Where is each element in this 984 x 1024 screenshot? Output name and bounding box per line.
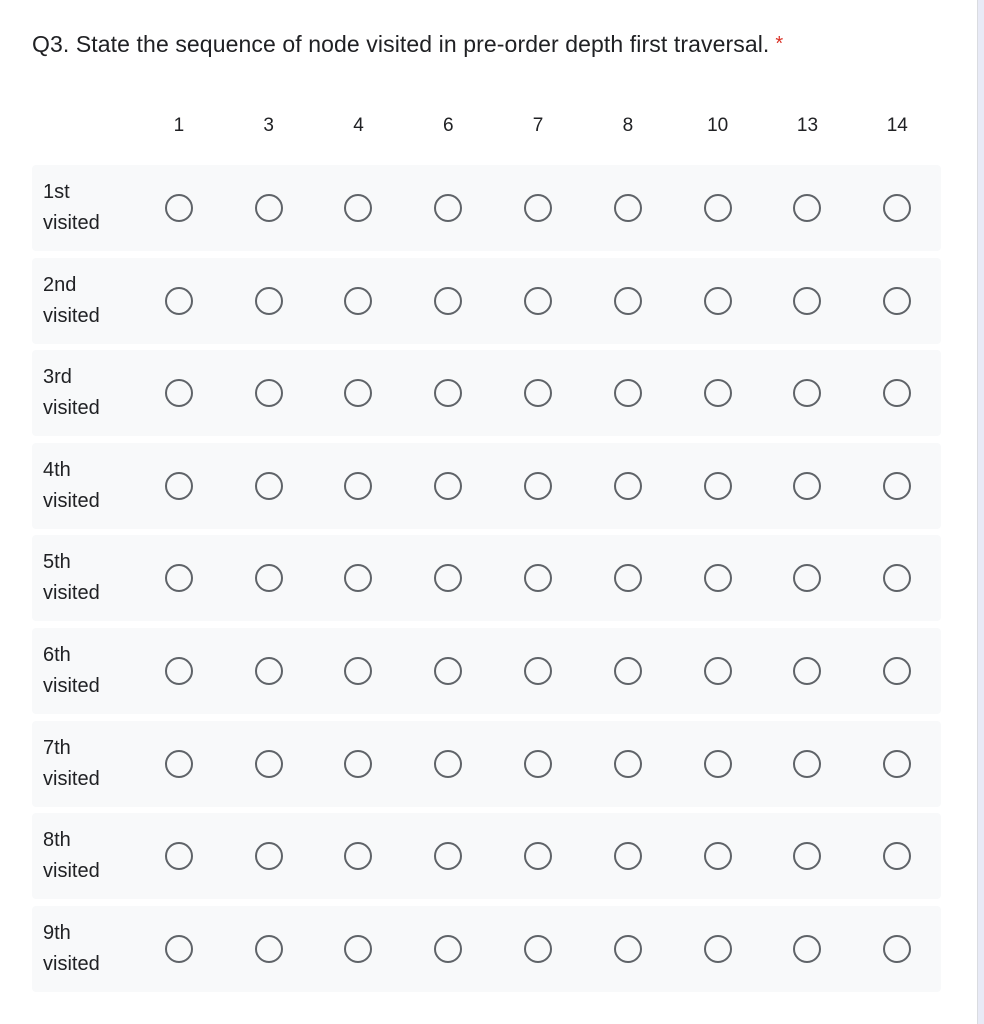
grid-cell	[673, 535, 763, 621]
radio-button[interactable]	[883, 935, 911, 963]
grid-cell	[763, 628, 853, 714]
grid-cell	[224, 443, 314, 529]
grid-cell	[403, 813, 493, 899]
grid-cell	[224, 906, 314, 992]
grid-cell	[493, 721, 583, 807]
grid-cell	[583, 906, 673, 992]
column-header: 3	[263, 115, 274, 136]
radio-button[interactable]	[524, 287, 552, 315]
grid-cell	[493, 350, 583, 436]
grid-cell	[134, 165, 224, 251]
radio-button[interactable]	[704, 472, 732, 500]
column-header: 1	[173, 115, 185, 136]
radio-button[interactable]	[255, 379, 283, 407]
radio-button[interactable]	[165, 472, 193, 500]
radio-button[interactable]	[255, 935, 283, 963]
row-label-suffix: visited	[43, 397, 100, 420]
row-label	[32, 918, 134, 980]
grid-row	[32, 443, 941, 529]
choice-grid	[32, 108, 941, 998]
grid-cell	[134, 535, 224, 621]
grid-cell	[403, 258, 493, 344]
row-label	[32, 270, 134, 332]
grid-cell	[403, 165, 493, 251]
row-label-ordinal: 4th	[43, 458, 71, 481]
grid-cell	[403, 906, 493, 992]
grid-cell	[224, 813, 314, 899]
grid-cell	[852, 906, 942, 992]
radio-button[interactable]	[793, 657, 821, 685]
grid-cell	[852, 443, 942, 529]
grid-cell	[493, 535, 583, 621]
column-header: 8	[622, 115, 634, 136]
grid-cell	[403, 628, 493, 714]
grid-cell	[852, 813, 942, 899]
radio-button[interactable]	[344, 935, 372, 963]
radio-button[interactable]	[165, 564, 193, 592]
radio-button[interactable]	[255, 657, 283, 685]
grid-cell	[224, 258, 314, 344]
row-label	[32, 547, 134, 609]
radio-button[interactable]	[883, 379, 911, 407]
column-header: 10	[707, 115, 729, 136]
column-header: 13	[796, 115, 819, 136]
row-label-suffix: visited	[43, 952, 100, 975]
radio-button[interactable]	[614, 287, 642, 315]
radio-button[interactable]	[344, 564, 372, 592]
column-header: 4	[353, 115, 364, 136]
radio-button[interactable]	[614, 564, 642, 592]
radio-button[interactable]	[524, 564, 552, 592]
radio-button[interactable]	[614, 935, 642, 963]
row-label	[32, 825, 134, 887]
radio-button[interactable]	[255, 472, 283, 500]
grid-rows	[32, 165, 941, 992]
radio-button[interactable]	[434, 842, 462, 870]
radio-button[interactable]	[883, 750, 911, 778]
grid-cell	[224, 165, 314, 251]
radio-button[interactable]	[524, 935, 552, 963]
column-header: 6	[443, 115, 454, 136]
grid-cell	[134, 350, 224, 436]
radio-button[interactable]	[614, 750, 642, 778]
question-text: Q3. State the sequence of node visited in pre-order depth first traversal.	[32, 31, 770, 57]
radio-button[interactable]	[344, 287, 372, 315]
grid-row	[32, 628, 941, 714]
radio-button[interactable]	[344, 750, 372, 778]
radio-button[interactable]	[793, 750, 821, 778]
radio-button[interactable]	[524, 842, 552, 870]
radio-button[interactable]	[883, 657, 911, 685]
radio-button[interactable]	[704, 935, 732, 963]
radio-button[interactable]	[883, 287, 911, 315]
row-label-suffix: visited	[43, 304, 100, 327]
radio-button[interactable]	[165, 842, 193, 870]
radio-button[interactable]	[524, 750, 552, 778]
grid-cell	[134, 628, 224, 714]
grid-cell	[403, 443, 493, 529]
grid-cell	[763, 721, 853, 807]
grid-cell	[673, 721, 763, 807]
row-label	[32, 455, 134, 517]
grid-cell	[134, 906, 224, 992]
grid-cell	[314, 721, 404, 807]
radio-button[interactable]	[165, 750, 193, 778]
radio-button[interactable]	[793, 842, 821, 870]
grid-cell	[763, 443, 853, 529]
grid-cell	[763, 535, 853, 621]
radio-button[interactable]	[255, 564, 283, 592]
grid-cell	[134, 721, 224, 807]
grid-cell	[673, 258, 763, 344]
grid-cell	[852, 258, 942, 344]
radio-button[interactable]	[434, 750, 462, 778]
grid-cell	[763, 813, 853, 899]
radio-button[interactable]	[793, 194, 821, 222]
grid-cell	[583, 258, 673, 344]
radio-button[interactable]	[793, 472, 821, 500]
grid-cell	[314, 906, 404, 992]
grid-cell	[763, 258, 853, 344]
grid-cell	[673, 628, 763, 714]
radio-button[interactable]	[524, 194, 552, 222]
column-header: 14	[886, 115, 908, 136]
grid-cell	[314, 350, 404, 436]
grid-cell	[493, 813, 583, 899]
radio-button[interactable]	[434, 379, 462, 407]
radio-button[interactable]	[344, 472, 372, 500]
grid-row	[32, 535, 941, 621]
radio-button[interactable]	[793, 379, 821, 407]
radio-button[interactable]	[524, 379, 552, 407]
radio-button[interactable]	[704, 287, 732, 315]
radio-button[interactable]	[793, 564, 821, 592]
question-title	[32, 28, 783, 62]
grid-row	[32, 906, 941, 992]
radio-button[interactable]	[344, 379, 372, 407]
grid-cell	[583, 165, 673, 251]
grid-cell	[134, 258, 224, 344]
row-label-ordinal: 6th	[43, 643, 71, 666]
row-label	[32, 733, 134, 795]
row-label-ordinal: 2nd	[43, 273, 77, 296]
grid-cell	[673, 165, 763, 251]
grid-cell	[493, 258, 583, 344]
grid-cell	[224, 628, 314, 714]
row-label	[32, 362, 134, 424]
radio-button[interactable]	[614, 379, 642, 407]
radio-button[interactable]	[883, 842, 911, 870]
grid-cell	[763, 350, 853, 436]
radio-button[interactable]	[165, 657, 193, 685]
radio-button[interactable]	[883, 472, 911, 500]
radio-button[interactable]	[704, 657, 732, 685]
radio-button[interactable]	[165, 287, 193, 315]
radio-button[interactable]	[344, 842, 372, 870]
row-label-ordinal: 1st	[43, 181, 70, 203]
radio-button[interactable]	[793, 935, 821, 963]
row-label-suffix: visited	[43, 212, 100, 234]
radio-button[interactable]	[524, 472, 552, 500]
grid-cell	[493, 628, 583, 714]
radio-button[interactable]	[255, 750, 283, 778]
scrollbar-track[interactable]	[977, 0, 984, 1024]
radio-button[interactable]	[165, 935, 193, 963]
grid-cell	[583, 443, 673, 529]
grid-cell	[314, 535, 404, 621]
grid-row	[32, 350, 941, 436]
radio-button[interactable]	[434, 472, 462, 500]
grid-row	[32, 721, 941, 807]
row-label-suffix: visited	[43, 860, 100, 883]
radio-button[interactable]	[704, 194, 732, 222]
grid-cell	[403, 721, 493, 807]
radio-button[interactable]	[434, 564, 462, 592]
row-label-ordinal: 3rd	[43, 366, 72, 389]
row-label-ordinal: 9th	[43, 921, 71, 944]
column-header: 7	[532, 115, 544, 136]
radio-button[interactable]	[704, 564, 732, 592]
grid-cell	[583, 628, 673, 714]
row-label-suffix: visited	[43, 489, 100, 512]
radio-button[interactable]	[434, 657, 462, 685]
radio-button[interactable]	[704, 750, 732, 778]
grid-cell	[314, 165, 404, 251]
row-label-suffix: visited	[43, 767, 100, 790]
column-header-row	[32, 108, 941, 144]
grid-cell	[673, 350, 763, 436]
radio-button[interactable]	[883, 564, 911, 592]
grid-cell	[852, 165, 942, 251]
radio-button[interactable]	[434, 287, 462, 315]
radio-button[interactable]	[255, 194, 283, 222]
radio-button[interactable]	[614, 842, 642, 870]
row-label-suffix: visited	[43, 674, 100, 697]
grid-cell	[134, 813, 224, 899]
row-label-ordinal: 7th	[43, 736, 71, 759]
radio-button[interactable]	[704, 379, 732, 407]
grid-cell	[134, 443, 224, 529]
grid-cell	[763, 165, 853, 251]
grid-cell	[314, 628, 404, 714]
radio-button[interactable]	[434, 935, 462, 963]
radio-button[interactable]	[255, 287, 283, 315]
grid-cell	[852, 350, 942, 436]
grid-cell	[493, 906, 583, 992]
radio-button[interactable]	[614, 657, 642, 685]
row-label-ordinal: 5th	[43, 551, 71, 574]
grid-cell	[673, 813, 763, 899]
grid-cell	[852, 721, 942, 807]
radio-button[interactable]	[344, 657, 372, 685]
required-asterisk: *	[775, 33, 784, 55]
grid-cell	[224, 721, 314, 807]
grid-cell	[314, 813, 404, 899]
grid-cell	[224, 535, 314, 621]
grid-cell	[314, 258, 404, 344]
radio-button[interactable]	[165, 194, 193, 222]
grid-row	[32, 258, 941, 344]
grid-cell	[583, 535, 673, 621]
grid-cell	[852, 535, 942, 621]
row-label	[32, 640, 134, 702]
radio-button[interactable]	[793, 287, 821, 315]
grid-cell	[583, 350, 673, 436]
grid-cell	[852, 628, 942, 714]
row-label-ordinal: 8th	[43, 829, 71, 852]
grid-cell	[583, 813, 673, 899]
radio-button[interactable]	[614, 472, 642, 500]
grid-cell	[673, 443, 763, 529]
grid-cell	[583, 721, 673, 807]
grid-row	[32, 813, 941, 899]
radio-button[interactable]	[344, 194, 372, 222]
grid-cell	[493, 443, 583, 529]
radio-button[interactable]	[255, 842, 283, 870]
radio-button[interactable]	[524, 657, 552, 685]
radio-button[interactable]	[704, 842, 732, 870]
radio-button[interactable]	[614, 194, 642, 222]
radio-button[interactable]	[883, 194, 911, 222]
grid-cell	[493, 165, 583, 251]
grid-row	[32, 165, 941, 251]
grid-cell	[224, 350, 314, 436]
grid-cell	[673, 906, 763, 992]
grid-cell	[403, 535, 493, 621]
grid-cell	[314, 443, 404, 529]
radio-button[interactable]	[165, 379, 193, 407]
radio-button[interactable]	[434, 194, 462, 222]
row-label-suffix: visited	[43, 582, 100, 605]
row-label	[32, 177, 134, 239]
grid-cell	[763, 906, 853, 992]
grid-cell	[403, 350, 493, 436]
